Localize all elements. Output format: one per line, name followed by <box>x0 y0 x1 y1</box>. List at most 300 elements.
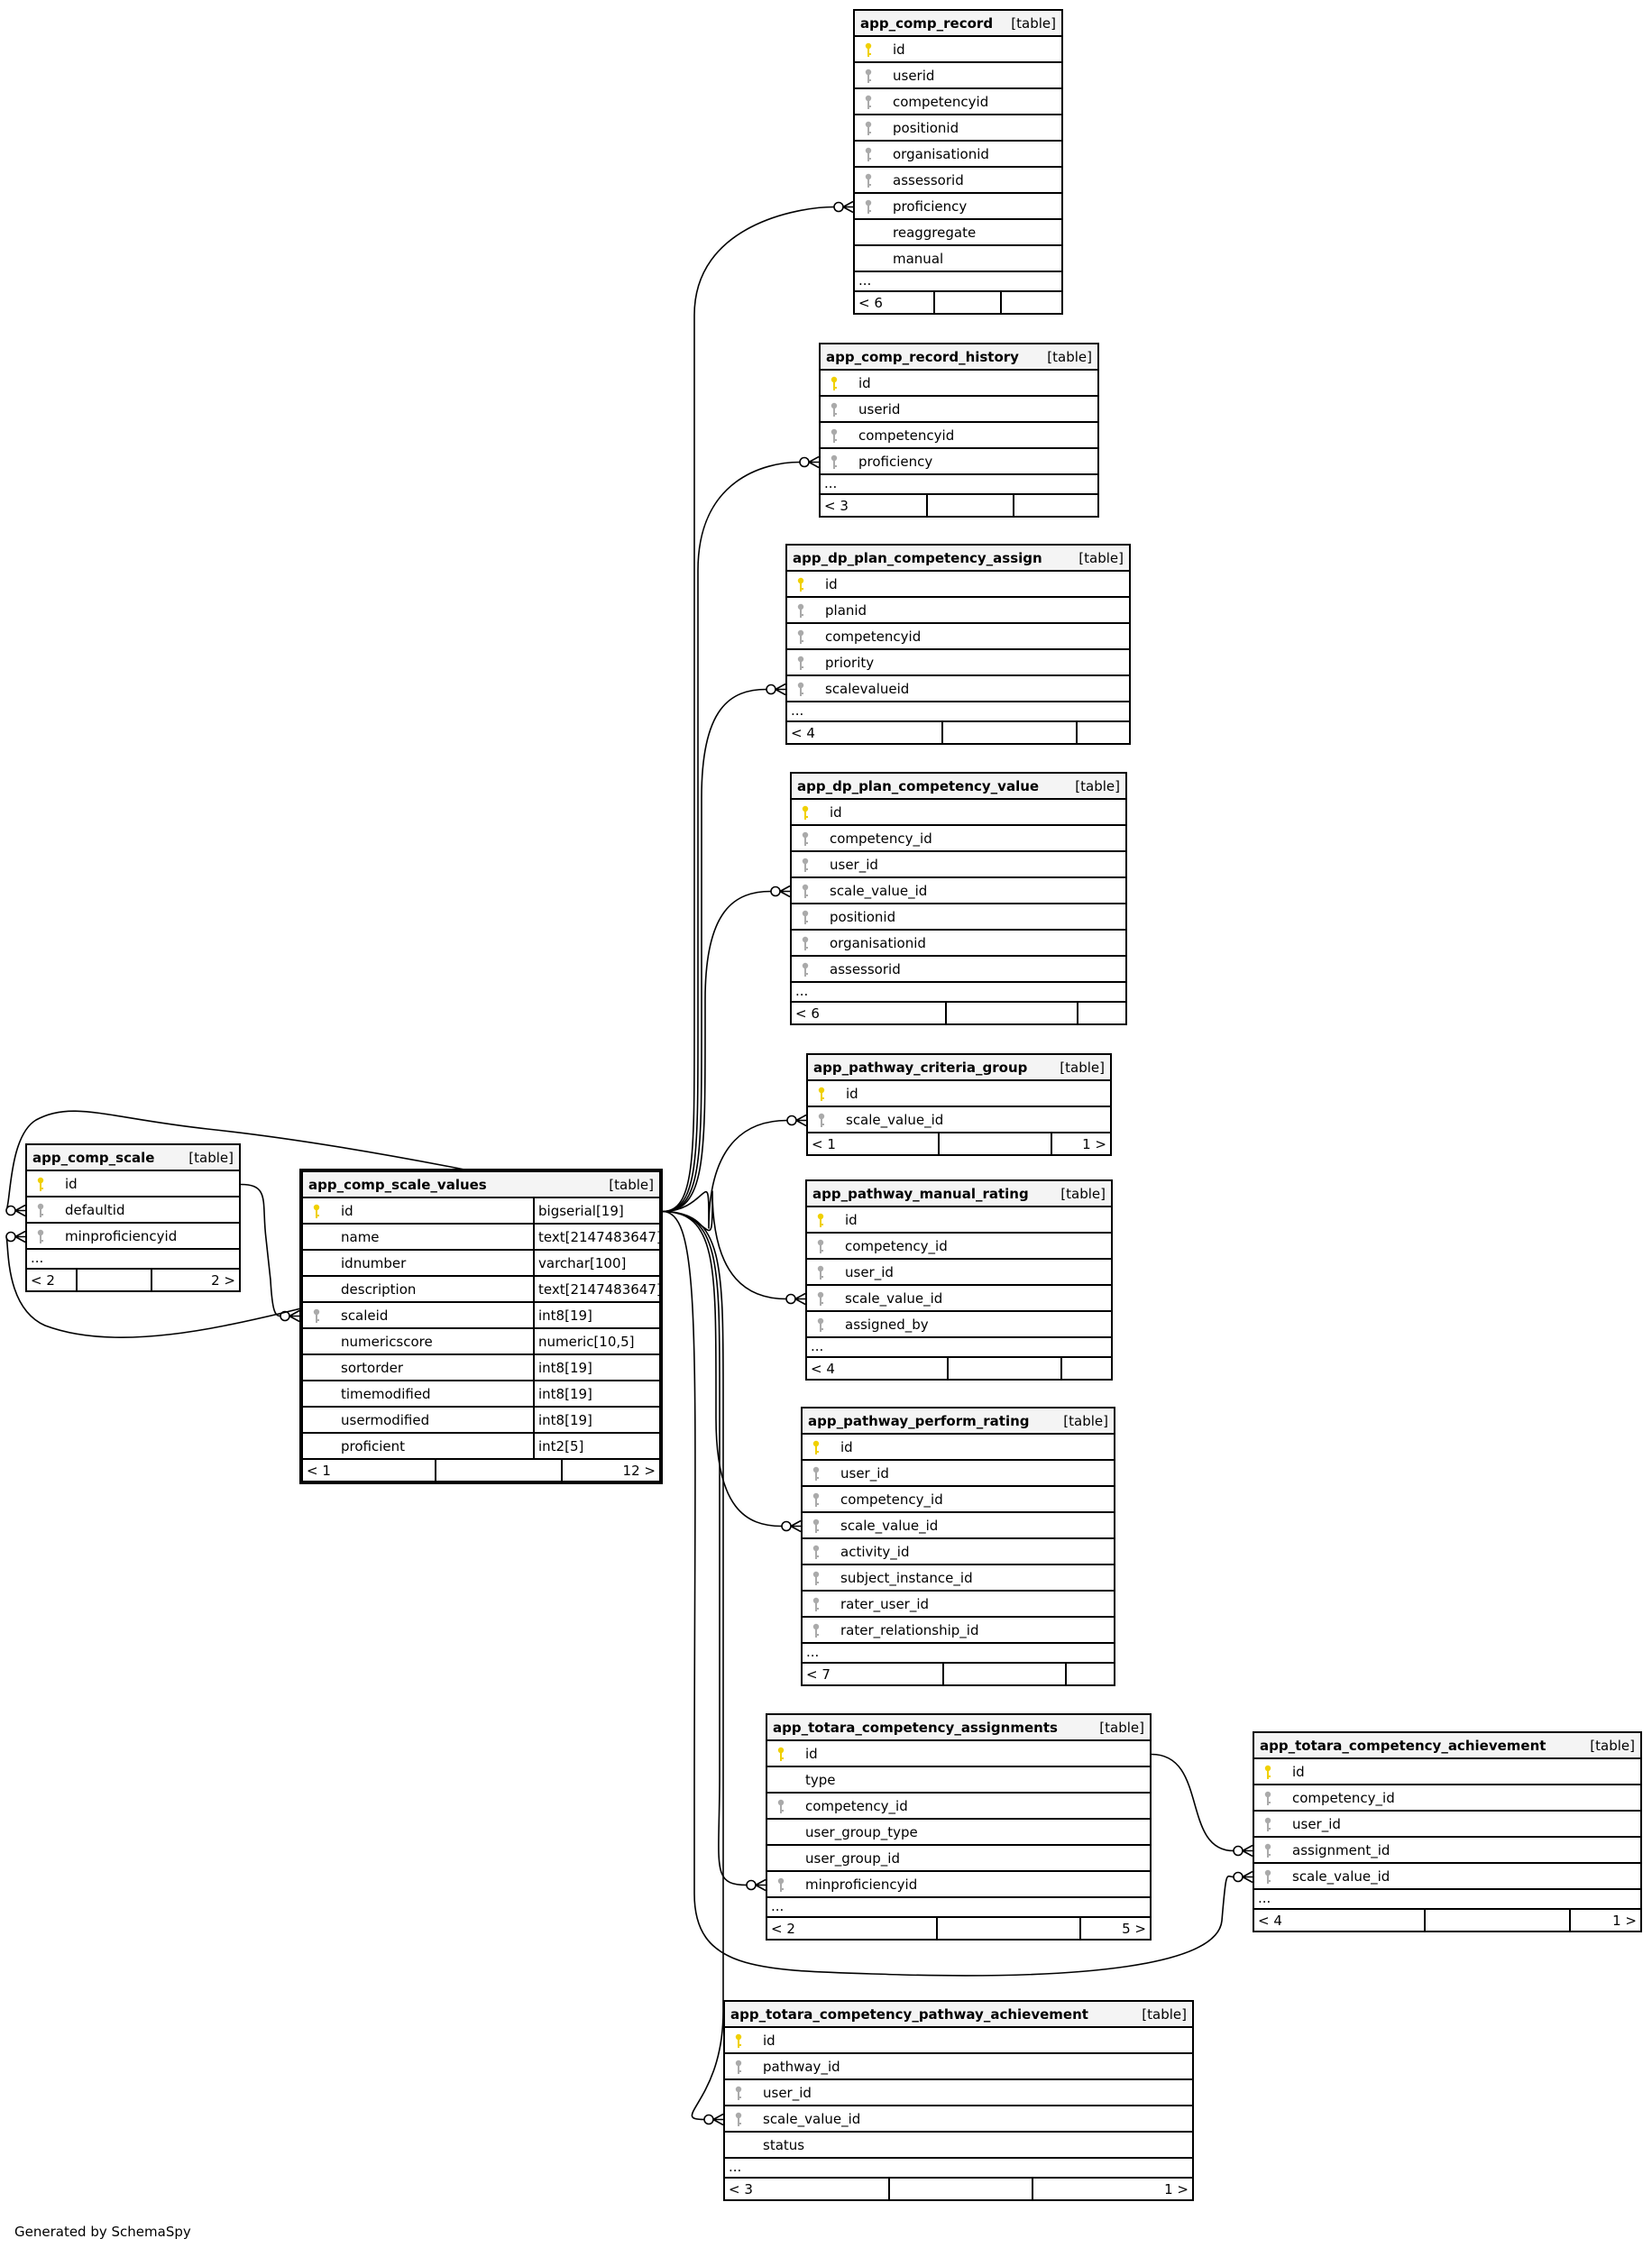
column-row[interactable] <box>808 1081 1110 1107</box>
column-row[interactable] <box>725 2080 1192 2106</box>
column-type: bigserial[19] <box>533 1198 659 1223</box>
column-row[interactable] <box>27 1224 239 1250</box>
table-header[interactable] <box>803 1408 1114 1435</box>
column-name: user_id <box>1292 1815 1341 1832</box>
column-name: competency_id <box>840 1491 943 1508</box>
column-name: priority <box>825 654 875 671</box>
table-name[interactable]: app_totara_competency_achievement <box>1260 1737 1546 1754</box>
table-name[interactable]: app_comp_scale <box>32 1149 155 1166</box>
foreign-key-icon <box>801 936 810 951</box>
column-name: id <box>858 374 871 391</box>
column-name: competencyid <box>825 628 922 645</box>
column-row[interactable] <box>767 1741 1150 1767</box>
foreign-key-icon <box>816 1317 825 1333</box>
foreign-key-icon <box>1263 1791 1272 1806</box>
column-row[interactable] <box>787 650 1129 676</box>
column-row[interactable] <box>725 2133 1192 2159</box>
column-row[interactable] <box>303 1277 662 1303</box>
footer-spacer <box>947 1358 1062 1379</box>
foreign-key-icon <box>812 1597 821 1612</box>
foreign-key-icon <box>801 910 810 925</box>
foreign-key-icon <box>801 884 810 899</box>
footer-spacer <box>926 495 1014 516</box>
table-name[interactable]: app_dp_plan_competency_value <box>797 777 1040 794</box>
table-app-dp-plan-competency-assign[interactable] <box>785 544 1131 745</box>
foreign-key-icon <box>36 1203 45 1218</box>
footer-spacer <box>435 1460 563 1481</box>
foreign-key-icon <box>812 1492 821 1508</box>
column-name: assessorid <box>830 960 901 977</box>
column-row[interactable] <box>303 1329 659 1355</box>
table-footer <box>725 2179 1192 2199</box>
table-header[interactable] <box>821 344 1097 371</box>
footer-spacer <box>945 1003 1078 1023</box>
column-row[interactable] <box>1254 1759 1640 1785</box>
column-name: rater_relationship_id <box>840 1621 979 1638</box>
column-row[interactable] <box>787 676 1129 702</box>
column-type: int2[5] <box>533 1434 659 1458</box>
table-app-pathway-perform-rating[interactable] <box>801 1407 1115 1686</box>
foreign-key-icon <box>864 95 873 110</box>
table-type-tag: [table] <box>1590 1737 1635 1754</box>
foreign-key-icon <box>1263 1817 1272 1832</box>
column-type: text[2147483647] <box>533 1277 659 1301</box>
column-name: assigned_by <box>845 1316 929 1333</box>
foreign-key-icon <box>1263 1869 1272 1885</box>
column-type: int8[19] <box>533 1303 659 1327</box>
column-row[interactable] <box>792 957 1125 983</box>
table-name[interactable]: app_totara_competency_assignments <box>773 1719 1058 1736</box>
primary-key-icon <box>864 42 873 58</box>
column-row[interactable] <box>767 1846 1150 1872</box>
footer-spacer <box>938 1133 1052 1154</box>
parent-count: < 2 <box>31 1271 55 1289</box>
column-name: idnumber <box>341 1254 407 1271</box>
table-app-totara-competency-assignments[interactable] <box>766 1713 1152 1941</box>
table-header[interactable] <box>303 1172 659 1198</box>
column-name: activity_id <box>840 1543 910 1560</box>
column-row[interactable] <box>792 904 1125 931</box>
column-name: name <box>341 1228 380 1245</box>
table-type-tag: [table] <box>1011 14 1056 32</box>
table-header[interactable] <box>767 1715 1150 1741</box>
crows-foot-marker <box>6 1206 25 1216</box>
column-row[interactable] <box>855 115 1061 142</box>
crows-foot-marker <box>704 2115 723 2125</box>
crows-foot-marker <box>6 1232 25 1243</box>
column-row[interactable] <box>821 397 1097 423</box>
parent-count: < 4 <box>1258 1912 1282 1929</box>
table-footer <box>855 292 1061 313</box>
crows-foot-marker <box>1234 1872 1253 1883</box>
column-name: pathway_id <box>763 2058 840 2075</box>
relationship-line <box>663 892 771 1212</box>
crows-foot-marker <box>800 457 819 468</box>
crows-foot-marker <box>787 1115 806 1126</box>
column-name: scale_value_id <box>1292 1867 1390 1885</box>
table-footer <box>803 1664 1114 1684</box>
column-row[interactable] <box>767 1820 1150 1846</box>
table-header[interactable] <box>787 546 1129 572</box>
parent-count: < 7 <box>806 1665 831 1683</box>
column-name: rater_user_id <box>840 1595 930 1612</box>
column-row[interactable] <box>855 194 1061 220</box>
foreign-key-icon <box>817 1113 826 1128</box>
parent-count: < 2 <box>771 1920 795 1937</box>
table-name[interactable]: app_pathway_manual_rating <box>812 1185 1029 1202</box>
table-header[interactable] <box>808 1055 1110 1081</box>
footer-spacer <box>76 1270 152 1290</box>
column-name: proficiency <box>893 197 968 215</box>
crows-foot-marker <box>1234 1846 1253 1857</box>
column-name: defaultid <box>65 1201 125 1218</box>
column-row[interactable] <box>821 449 1097 475</box>
column-row[interactable] <box>1254 1812 1640 1838</box>
foreign-key-icon <box>816 1291 825 1307</box>
child-count <box>1002 292 1061 313</box>
more-columns-indicator: ... <box>807 1338 1111 1358</box>
column-name: assignment_id <box>1292 1841 1390 1858</box>
column-row[interactable] <box>807 1312 1111 1338</box>
table-type-tag: [table] <box>1060 1059 1105 1076</box>
column-name: id <box>805 1745 818 1762</box>
column-name: userid <box>893 67 935 84</box>
column-row[interactable] <box>787 572 1129 598</box>
table-type-tag: [table] <box>1075 777 1120 794</box>
foreign-key-icon <box>864 121 873 136</box>
table-app-comp-record[interactable] <box>853 9 1063 315</box>
table-app-dp-plan-competency-value[interactable] <box>790 772 1127 1025</box>
parent-count: < 6 <box>795 1005 820 1022</box>
column-row[interactable] <box>803 1592 1114 1618</box>
primary-key-icon <box>816 1213 825 1228</box>
foreign-key-icon <box>812 1466 821 1482</box>
child-count: 1 > <box>1164 2180 1189 2198</box>
relationship-line <box>241 1185 280 1317</box>
column-name: minproficiencyid <box>805 1876 918 1893</box>
child-count <box>1062 1358 1111 1379</box>
column-name: competencyid <box>893 93 989 110</box>
column-row[interactable] <box>792 878 1125 904</box>
table-type-tag: [table] <box>1142 2005 1187 2023</box>
child-count <box>1067 1664 1114 1684</box>
column-name: positionid <box>893 119 959 136</box>
column-name: competency_id <box>845 1237 948 1254</box>
child-count <box>1078 1003 1125 1023</box>
column-name: reaggregate <box>893 224 977 241</box>
table-footer <box>303 1460 659 1481</box>
column-name: id <box>846 1085 858 1102</box>
foreign-key-icon <box>864 173 873 188</box>
relationship-line <box>663 1212 723 2120</box>
primary-key-icon <box>801 805 810 821</box>
column-name: scale_value_id <box>763 2110 861 2127</box>
column-row[interactable] <box>803 1618 1114 1644</box>
foreign-key-icon <box>312 1308 321 1324</box>
column-name: proficient <box>341 1437 406 1454</box>
column-row[interactable] <box>803 1565 1114 1592</box>
column-name: user_id <box>763 2084 812 2101</box>
column-row[interactable] <box>792 931 1125 957</box>
primary-key-icon <box>312 1204 321 1219</box>
more-columns-indicator: ... <box>821 475 1097 495</box>
primary-key-icon <box>796 577 805 592</box>
table-name[interactable]: app_totara_competency_pathway_achievement <box>730 2005 1088 2023</box>
column-type: text[2147483647] <box>533 1225 659 1249</box>
column-name: id <box>825 575 838 592</box>
table-footer <box>821 495 1097 516</box>
column-row[interactable] <box>1254 1838 1640 1864</box>
column-type: int8[19] <box>533 1381 659 1406</box>
relationship-line <box>663 1121 787 1229</box>
table-app-totara-competency-achievement[interactable] <box>1253 1731 1642 1932</box>
table-app-pathway-manual-rating[interactable] <box>805 1179 1113 1381</box>
primary-key-icon <box>830 376 839 391</box>
column-row[interactable] <box>303 1225 662 1251</box>
table-app-comp-scale[interactable] <box>25 1143 241 1292</box>
child-count <box>1014 495 1097 516</box>
column-row[interactable] <box>855 220 1061 246</box>
table-app-comp-scale-values[interactable] <box>299 1169 663 1484</box>
column-name: usermodified <box>341 1411 430 1428</box>
foreign-key-icon <box>864 69 873 84</box>
child-count: 1 > <box>1082 1135 1106 1152</box>
column-name: id <box>341 1202 353 1219</box>
table-type-tag: [table] <box>1060 1185 1106 1202</box>
column-name: scalevalueid <box>825 680 910 697</box>
column-row[interactable] <box>808 1107 1110 1133</box>
column-name: id <box>845 1211 858 1228</box>
generated-by-note: Generated by SchemaSpy <box>14 2224 191 2240</box>
foreign-key-icon <box>796 629 805 645</box>
table-header[interactable] <box>855 11 1061 37</box>
column-name: scale_value_id <box>830 882 928 899</box>
footer-spacer <box>933 292 1002 313</box>
column-name: scale_value_id <box>840 1517 939 1534</box>
footer-spacer <box>942 1664 1067 1684</box>
child-count: 2 > <box>211 1271 235 1289</box>
table-type-tag: [table] <box>1078 549 1124 566</box>
column-row[interactable] <box>27 1171 239 1197</box>
table-name[interactable]: app_comp_record <box>860 14 994 32</box>
column-row[interactable] <box>725 2028 1192 2054</box>
more-columns-indicator: ... <box>725 2159 1192 2179</box>
column-row[interactable] <box>303 1434 659 1460</box>
table-name[interactable]: app_dp_plan_competency_assign <box>793 549 1042 566</box>
foreign-key-icon <box>776 1877 785 1893</box>
parent-count: < 4 <box>811 1360 835 1377</box>
column-name: id <box>830 803 842 821</box>
column-name: scale_value_id <box>845 1289 943 1307</box>
column-name: competency_id <box>805 1797 908 1814</box>
relationship-line <box>663 1212 747 1886</box>
column-name: id <box>840 1438 853 1455</box>
primary-key-icon <box>776 1747 785 1762</box>
footer-spacer <box>936 1918 1081 1939</box>
foreign-key-icon <box>796 656 805 671</box>
crows-foot-marker <box>771 886 790 897</box>
parent-count: < 3 <box>824 497 849 514</box>
column-row[interactable] <box>767 1767 1150 1794</box>
column-name: proficiency <box>858 453 933 470</box>
column-type: int8[19] <box>533 1355 659 1380</box>
foreign-key-icon <box>864 147 873 162</box>
column-row[interactable] <box>303 1303 659 1329</box>
more-columns-indicator: ... <box>767 1898 1150 1918</box>
column-row[interactable] <box>767 1872 1150 1898</box>
table-app-pathway-criteria-group[interactable] <box>806 1053 1112 1156</box>
column-name: subject_instance_id <box>840 1569 973 1586</box>
table-footer <box>1254 1910 1640 1931</box>
column-row[interactable] <box>1254 1864 1640 1890</box>
relationship-line <box>1152 1755 1234 1851</box>
column-row[interactable] <box>27 1197 239 1224</box>
column-row[interactable] <box>821 371 1097 397</box>
more-columns-indicator: ... <box>792 983 1125 1003</box>
column-type: numeric[10,5] <box>533 1329 659 1353</box>
table-name[interactable]: app_pathway_criteria_group <box>813 1059 1028 1076</box>
column-row[interactable] <box>303 1251 659 1277</box>
foreign-key-icon <box>816 1239 825 1254</box>
column-row[interactable] <box>803 1487 1114 1513</box>
foreign-key-icon <box>816 1265 825 1280</box>
column-name: user_group_id <box>805 1849 900 1867</box>
foreign-key-icon <box>801 962 810 977</box>
column-row[interactable] <box>855 63 1061 89</box>
column-name: minproficiencyid <box>65 1227 178 1244</box>
parent-count: < 3 <box>729 2180 753 2198</box>
column-name: organisationid <box>893 145 989 162</box>
column-row[interactable] <box>807 1207 1111 1234</box>
more-columns-indicator: ... <box>27 1250 239 1270</box>
column-row[interactable] <box>803 1461 1114 1487</box>
crows-foot-marker <box>834 202 853 213</box>
column-row[interactable] <box>807 1234 1111 1260</box>
table-app-totara-competency-pathway-achievement[interactable] <box>723 2000 1194 2201</box>
child-count <box>1078 722 1129 743</box>
table-name[interactable]: app_comp_scale_values <box>308 1176 487 1193</box>
foreign-key-icon <box>801 858 810 873</box>
table-name[interactable]: app_comp_record_history <box>826 348 1019 365</box>
column-name: id <box>893 41 905 58</box>
column-row[interactable] <box>303 1355 659 1381</box>
table-header[interactable] <box>27 1145 239 1171</box>
table-header[interactable] <box>792 774 1125 800</box>
column-row[interactable] <box>792 852 1125 878</box>
column-row[interactable] <box>725 2054 1192 2080</box>
parent-count: < 1 <box>812 1135 836 1152</box>
table-type-tag: [table] <box>609 1176 654 1193</box>
table-header[interactable] <box>725 2002 1192 2028</box>
parent-count: < 1 <box>307 1462 331 1479</box>
column-row[interactable] <box>807 1286 1111 1312</box>
foreign-key-icon <box>830 428 839 444</box>
foreign-key-icon <box>830 454 839 470</box>
column-name: assessorid <box>893 171 964 188</box>
foreign-key-icon <box>812 1545 821 1560</box>
column-name: competency_id <box>1292 1789 1395 1806</box>
column-row[interactable] <box>803 1539 1114 1565</box>
column-name: user_id <box>830 856 878 873</box>
column-name: organisationid <box>830 934 926 951</box>
column-row[interactable] <box>787 598 1129 624</box>
foreign-key-icon <box>812 1623 821 1638</box>
primary-key-icon <box>812 1440 821 1455</box>
child-count: 5 > <box>1122 1920 1146 1937</box>
foreign-key-icon <box>776 1799 785 1814</box>
column-name: user_group_type <box>805 1823 918 1840</box>
foreign-key-icon <box>812 1571 821 1586</box>
column-row[interactable] <box>787 624 1129 650</box>
column-name: userid <box>858 400 901 417</box>
column-row[interactable] <box>303 1381 659 1408</box>
column-name: scale_value_id <box>846 1111 944 1128</box>
table-header[interactable] <box>807 1181 1111 1207</box>
table-type-tag: [table] <box>1099 1719 1144 1736</box>
column-row[interactable] <box>303 1198 659 1225</box>
column-name: manual <box>893 250 944 267</box>
primary-key-icon <box>36 1177 45 1192</box>
table-header[interactable] <box>1254 1733 1640 1759</box>
column-row[interactable] <box>803 1513 1114 1539</box>
column-name: type <box>805 1771 836 1788</box>
foreign-key-icon <box>796 603 805 619</box>
column-row[interactable] <box>1254 1785 1640 1812</box>
table-type-tag: [table] <box>1047 348 1092 365</box>
column-row[interactable] <box>855 142 1061 168</box>
table-type-tag: [table] <box>1063 1412 1108 1429</box>
more-columns-indicator: ... <box>803 1644 1114 1664</box>
footer-spacer <box>888 2179 1033 2199</box>
column-row[interactable] <box>855 246 1061 272</box>
parent-count: < 4 <box>791 724 815 741</box>
more-columns-indicator: ... <box>855 272 1061 292</box>
primary-key-icon <box>1263 1765 1272 1780</box>
column-row[interactable] <box>855 37 1061 63</box>
table-footer <box>808 1133 1110 1154</box>
table-app-comp-record-history[interactable] <box>819 343 1099 518</box>
column-row[interactable] <box>725 2106 1192 2133</box>
column-name: id <box>763 2032 776 2049</box>
relationship-line <box>663 690 766 1212</box>
table-footer <box>767 1918 1150 1939</box>
footer-spacer <box>941 722 1078 743</box>
column-row[interactable] <box>767 1794 1150 1820</box>
column-row[interactable] <box>855 89 1061 115</box>
column-name: sortorder <box>341 1359 404 1376</box>
column-name: numericscore <box>341 1333 433 1350</box>
crows-foot-marker <box>766 684 785 695</box>
foreign-key-icon <box>734 2060 743 2075</box>
column-name: competencyid <box>858 427 955 444</box>
crows-foot-marker <box>747 1880 766 1891</box>
relationship-line <box>663 463 800 1212</box>
column-row[interactable] <box>792 826 1125 852</box>
foreign-key-icon <box>812 1519 821 1534</box>
table-name[interactable]: app_pathway_perform_rating <box>808 1412 1030 1429</box>
column-type: int8[19] <box>533 1408 659 1432</box>
more-columns-indicator: ... <box>787 702 1129 722</box>
column-name: timemodified <box>341 1385 431 1402</box>
column-row[interactable] <box>821 423 1097 449</box>
column-row[interactable] <box>855 168 1061 194</box>
foreign-key-icon <box>36 1229 45 1244</box>
column-row[interactable] <box>807 1260 1111 1286</box>
column-row[interactable] <box>303 1408 659 1434</box>
column-row[interactable] <box>792 800 1125 826</box>
column-row[interactable] <box>803 1435 1114 1461</box>
child-count: 1 > <box>1612 1912 1637 1929</box>
